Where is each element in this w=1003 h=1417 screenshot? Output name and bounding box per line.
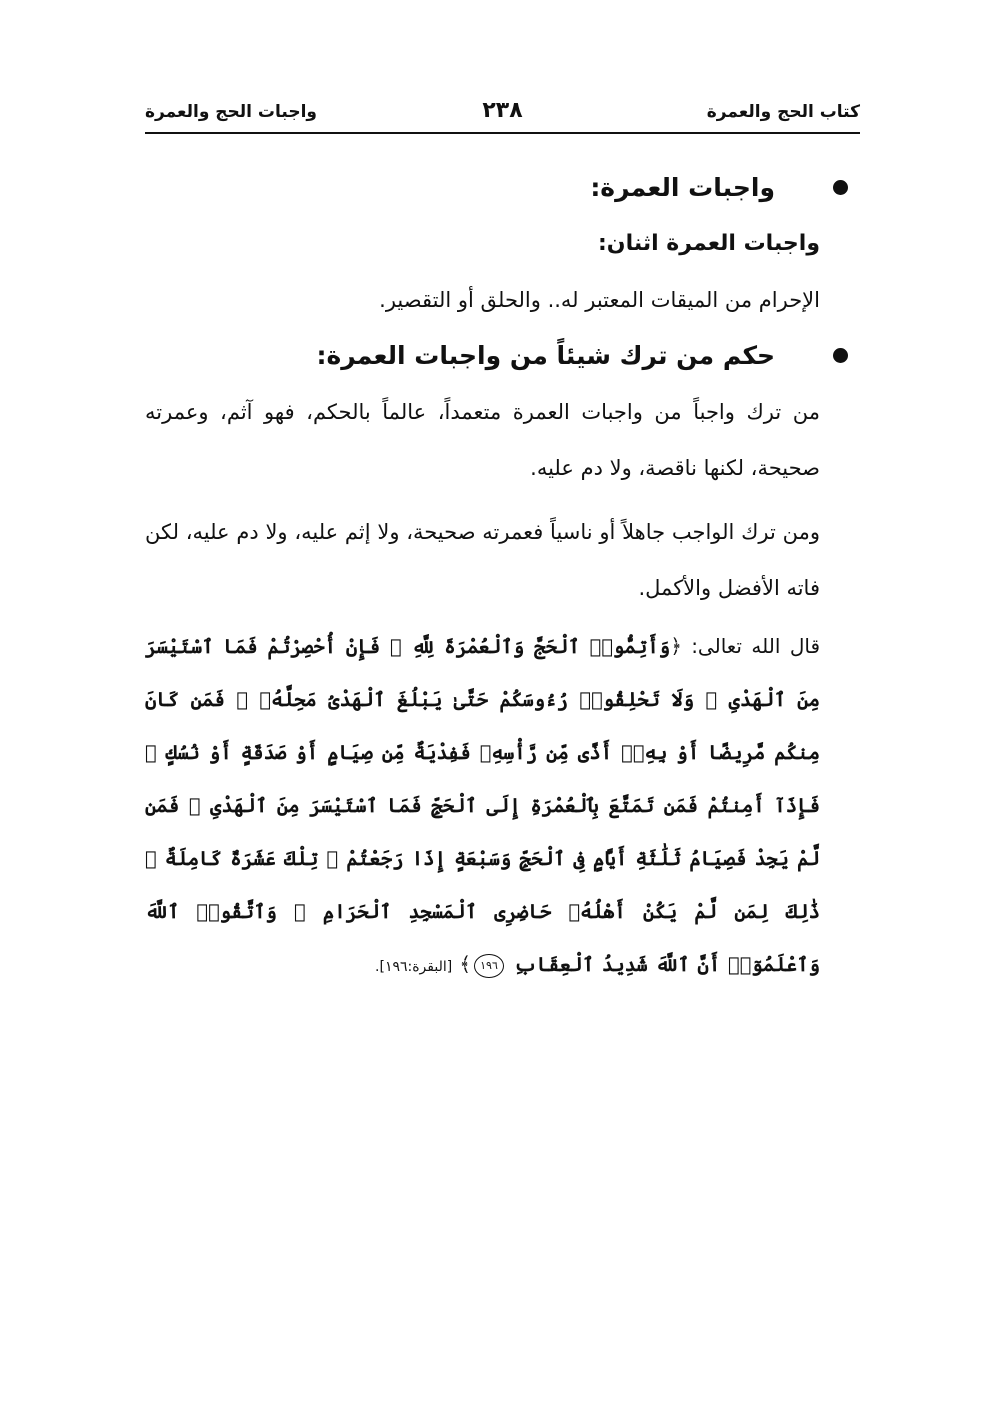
heading-ruling <box>145 328 820 384</box>
verse-text: وَأَتِمُّوا۟ ٱلْحَجَّ وَٱلْعُمْرَةَ لِلَّهِ ۚ فَإِنْ أُحْصِرْتُمْ فَمَا ٱسْتَيْسَرَ مِنَ ٱلْهَدْىِ ۖ وَلَا تَحْلِقُوا۟ رُءُوسَكُمْ حَتَّىٰ يَبْلُغَ ٱلْهَدْىُ مَحِلَّهُۥ ۚ فَمَن كَانَ مِنكُم مَّرِيضًا أَوْ بِهِۦٓ أَذًى مِّن رَّأْسِهِۦ فَفِدْيَةٌ مِّن صِيَامٍ أَوْ صَدَقَةٍ أَوْ نُسُكٍ ۚ فَإِذَآ أَمِنتُمْ فَمَن تَمَتَّعَ بِٱلْعُمْرَةِ إِلَى ٱلْحَجِّ فَمَا ٱسْتَيْسَرَ مِنَ ٱلْهَدْىِ ۚ فَمَن لَّمْ يَجِدْ فَصِيَامُ ثَلَٰثَةِ أَيَّامٍ فِى ٱلْحَجِّ وَسَبْعَةٍ إِذَا رَجَعْتُمْ ۗ تِلْكَ عَشَرَةٌ كَامِلَةٌ ۗ ذَٰلِكَ لِمَن لَّمْ يَكُنْ أَهْلُهُۥ حَاضِرِى ٱلْمَسْجِدِ ٱلْحَرَامِ ۚ وَٱتَّقُوا۟ ٱللَّهَ وَٱعْلَمُوٓا۟ أَنَّ ٱللَّهَ شَدِيدُ ٱلْعِقَابِ <box>145 635 820 976</box>
heading-text: حكم من ترك شيئاً من واجبات العمرة: <box>316 341 775 370</box>
paragraph-intentional: من ترك واجباً من واجبات العمرة متعمداً، عالماً بالحكم، فهو آثم، وعمرته صحيحة، لكنها ناقصة، ولا دم عليه. <box>145 400 820 480</box>
heading-text: واجبات العمرة: <box>590 173 775 202</box>
subheading-two-obligations: واجبات العمرة اثنان: <box>598 231 820 256</box>
ornate-bracket-close: ﴾ <box>459 952 472 976</box>
ornate-bracket-open: ﴿ <box>670 634 682 658</box>
paragraph-ignorant-forgetful: ومن ترك الواجب جاهلاً أو ناسياً فعمرته صحيحة، ولا إثم عليه، ولا دم عليه، لكن فاته الأفضل والأكمل. <box>145 520 820 600</box>
page-number: ٢٣٨ <box>482 98 523 123</box>
quran-intro: قال الله تعالى: <box>691 634 821 658</box>
body-text <box>145 160 820 994</box>
heading-umrah-obligations <box>145 160 820 216</box>
surah-reference: [البقرة:١٩٦]. <box>375 959 453 975</box>
bullet-icon <box>833 348 848 363</box>
ayah-number-marker: ١٩٦ <box>474 954 504 978</box>
section-title: واجبات الحج والعمرة <box>145 102 317 122</box>
paragraph-obligations-list: الإحرام من الميقات المعتبر له.. والحلق أو التقصير. <box>379 288 820 312</box>
quran-quote <box>145 620 820 994</box>
book-title: كتاب الحج والعمرة <box>706 102 860 122</box>
running-header <box>145 92 860 132</box>
header-rule <box>145 132 860 134</box>
bullet-icon <box>833 180 848 195</box>
